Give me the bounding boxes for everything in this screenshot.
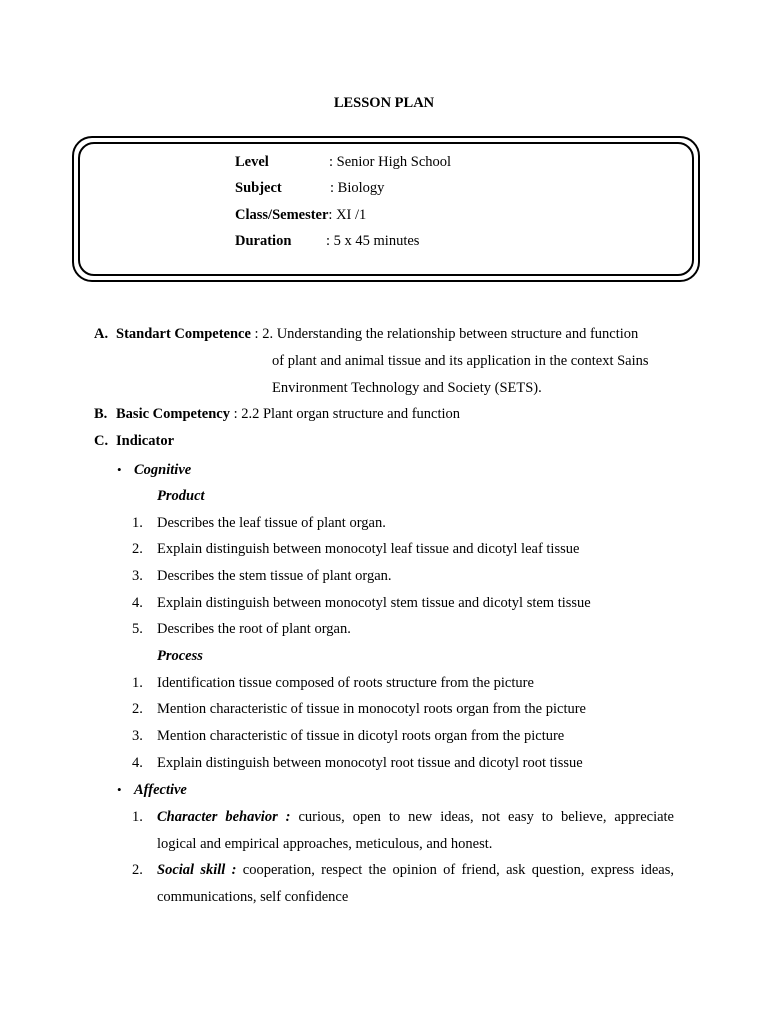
section-a-label: Standart Competence xyxy=(116,326,251,342)
process-heading: Process xyxy=(157,648,203,664)
product-item-num: 3. xyxy=(132,568,143,584)
section-b-label: Basic Competency xyxy=(116,406,230,422)
section-a-letter: A. xyxy=(94,326,109,342)
character-behavior-label: Character behavior : xyxy=(157,809,291,825)
subject-value: : Biology xyxy=(330,180,385,196)
product-item-num: 4. xyxy=(132,595,143,611)
section-a-text-line3: Environment Technology and Society (SETS). xyxy=(272,380,542,396)
class-semester-value: : XI /1 xyxy=(328,207,367,223)
duration-label: Duration xyxy=(235,233,292,249)
bullet-icon: • xyxy=(117,782,122,797)
section-b-text: : 2.2 Plant organ structure and function xyxy=(229,406,461,422)
process-item-num: 3. xyxy=(132,728,143,744)
affective-heading: Affective xyxy=(134,782,187,798)
level-label: Level xyxy=(235,154,269,170)
page-title: LESSON PLAN xyxy=(333,95,435,111)
section-b-row xyxy=(116,406,460,423)
product-item-num: 1. xyxy=(132,515,143,531)
social-skill-line1 xyxy=(157,862,674,879)
process-item-text: Identification tissue composed of roots structure from the picture xyxy=(157,675,534,691)
subject-label: Subject xyxy=(235,180,282,196)
character-behavior-line2: logical and empirical approaches, meticulous, and honest. xyxy=(157,836,493,852)
character-behavior-line1 xyxy=(157,809,674,826)
character-behavior-text: curious, open to new ideas, not easy to believe, appreciate xyxy=(290,809,674,825)
social-skill-text: cooperation, respect the opinion of friend, ask question, express ideas, xyxy=(236,862,674,878)
level-value: : Senior High School xyxy=(329,154,452,170)
process-item-text: Mention characteristic of tissue in dicotyl roots organ from the picture xyxy=(157,728,565,744)
affective-item-num: 2. xyxy=(132,862,143,878)
bullet-icon: • xyxy=(117,462,122,477)
product-item-text: Explain distinguish between monocotyl stem tissue and dicotyl stem tissue xyxy=(157,595,591,611)
social-skill-line2: communications, self confidence xyxy=(157,889,349,905)
duration-value: : 5 x 45 minutes xyxy=(326,233,420,249)
section-c-label: Indicator xyxy=(116,433,174,449)
product-item-text: Describes the stem tissue of plant organ. xyxy=(157,568,392,584)
process-item-text: Mention characteristic of tissue in monocotyl roots organ from the picture xyxy=(157,701,586,717)
class-semester-row xyxy=(235,207,366,224)
section-b-letter: B. xyxy=(94,406,108,422)
section-a-row xyxy=(116,326,638,343)
product-item-text: Describes the root of plant organ. xyxy=(157,621,351,637)
product-item-num: 5. xyxy=(132,621,143,637)
process-item-text: Explain distinguish between monocotyl root tissue and dicotyl root tissue xyxy=(157,755,583,771)
section-c-letter: C. xyxy=(94,433,109,449)
section-a-text-line2: of plant and animal tissue and its application in the context Sains xyxy=(272,353,649,369)
product-item-text: Explain distinguish between monocotyl leaf tissue and dicotyl leaf tissue xyxy=(157,541,580,557)
process-item-num: 4. xyxy=(132,755,143,771)
product-item-text: Describes the leaf tissue of plant organ. xyxy=(157,515,386,531)
product-item-num: 2. xyxy=(132,541,143,557)
process-item-num: 1. xyxy=(132,675,143,691)
section-a-text-line1: : 2. Understanding the relationship between structure and function xyxy=(250,326,639,342)
product-heading: Product xyxy=(157,488,205,504)
social-skill-label: Social skill : xyxy=(157,862,237,878)
class-semester-label: Class/Semester xyxy=(235,207,329,223)
cognitive-heading: Cognitive xyxy=(134,462,192,478)
process-item-num: 2. xyxy=(132,701,143,717)
affective-item-num: 1. xyxy=(132,809,143,825)
